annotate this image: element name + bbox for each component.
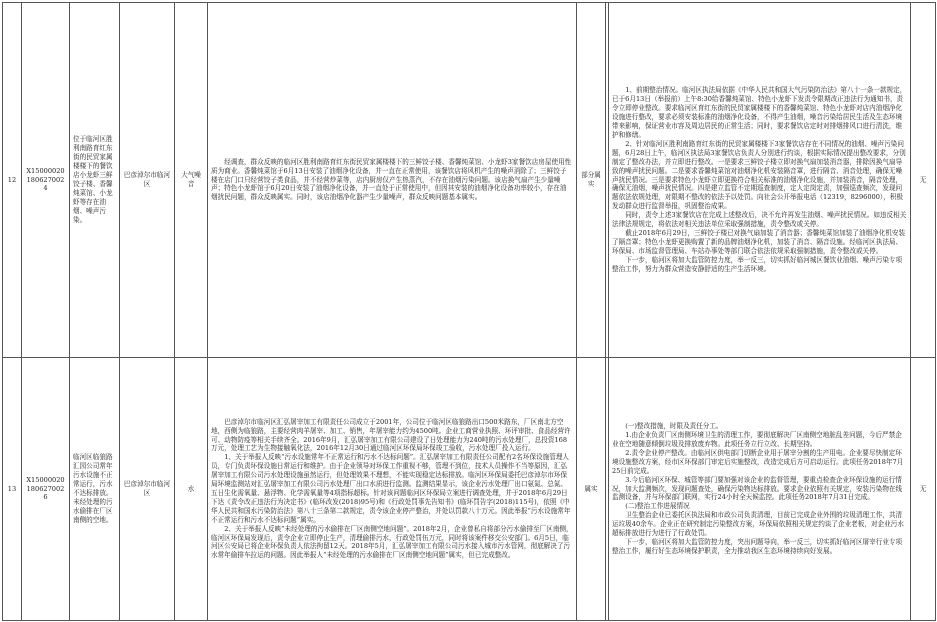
result-paragraph: (二)整治工作进展情况 (625, 502, 690, 511)
handling-result (609, 3, 911, 358)
result-paragraph: 1.由企业负责厂区南侧环境卫生的清理工作，要彻底解决厂区南侧空地脏乱差问题，今后严禁企业在空地随意倾倒垃圾及排放废弃物。此项任务立行立改、长期坚持。 (612, 431, 902, 449)
result-paragraph: 2、针对临河区胜利南路育红东街的民贸家属楼楼下3家餐饮店存在不同情况的油烟、噪声污染问题，6月28日上午，临河区执法局3家餐饮店负责人分别进行约谈，根据实际情况提出整改要求，分别制定了整改办法，并立即进行整改。一是要求三鲜饺子楼立即对换气扇加装消音器，排除因换气扇导致的噪声扰民问题。二是要求香馨炖菜馆对油烟净化机安装隔音罩，进行隔音、消音处理，确保无噪声扰民情况。三是要求特色小龙虾立即更换符合相关标准的油烟净化设施，并加装消音，隔音处理，确保无油烟，噪声扰民情况。四是建立监管不定期巡查制度，定人定岗定责，加强巡查频次，发现问题依法依规处理，对限期不整改的依法予以处罚。向社会公开举报电话（12319，8296000），积极发动群众进行监督举报，巩固整治成果。 (612, 139, 906, 211)
verification-paragraph: 1、关于举报人反映“污水设施常年不正常运行和污水不达标问题”。汇弘屠宰加工有限责任公司配有2名环保设施管理人员，专门负责环保设施日常运行和维护。由于企业领导对环保工作重视不够，管理不到位，技术人员操作不当等原因，汇弘屠宰加工有限公司污水处理设施虽然运行，但处理效果不理想，不能实现稳定达标排放。临河区环保局委托巴彦淖尔市环保局环境监测站对汇弘屠宰加工有限公司污水处理厂出口水质进行监测。监测结果显示，该企业污水处理厂出口氨氮、总氮、五日生化需氧量、悬浮物、化学需氧量等4项指标超标。针对该问题临河区环保局立案进行调查处理，并于2018年6月29日下达《责令改正违法行为决定书》(临环改发(2018)95号)和《行政处罚事先告知书》(临环罚告字(2018)115号)，依照《中华人民共和国水污染防治法》第八十三条第二款规定，责令该企业停产整治，并处以罚款八十万元。因此举报“污水设施常年不正常运行和污水不达标问题”属实。 (211, 453, 571, 524)
verification-text (208, 358, 577, 621)
result-paragraph: 1、前期整治情况。临河区执法局依据《中华人民共和国大气污染防治法》第八十一条一款规定，已于6月13日（举报前）上午8:30给香馨炖菜馆、特色小龙虾下发责令限期改正违法行为通知书，责令立即停业整改。要求临河区育红东街的民贸家属楼楼下的香馨炖菜馆、特色小龙虾对店内油烟净化设施进行整改，要求必须安装标准的油烟净化设备，不得产生油烟，噪音污染给居民生活及生态环境带来影响，保证营业市容及周边居民的正常生活；同时，要求餐饮店定时对排烟排风口进行清洗，维护和修缮。 (612, 86, 907, 140)
result-paragraph: 2.责令企业停产整改。由临河区供电部门切断企业用于屠宰分割的生产用电。企业要尽快制定环境设施整改方案，经市区环保部门审定后实施整改，改造完成后方可启动运行。此项任务2018年7月25日前完成。 (612, 448, 904, 475)
verification-paragraph: 2、关于举报人反映“未经处理的污水偷排在厂区南侧空地问题”。2018年2月，企业曾私自将部分污水偷排至厂区南侧，临河区环保局发现后，责令企业立即停止生产，清理偷排污水，行政处罚伍万元，同时将该案件移交公安部门。6月5日，临河区公安局已将企业环保负责人依法拘留12天。2018年5月，汇弘屠宰加工有限公司污水接入城市污水管网，彻底解决了污水常年偷排车拉运的问题。因此举报人“未经处理的污水偷排在厂区南侧空地问题”属实，但已完成整改。 (211, 524, 573, 560)
complaint-content: 位于临河区胜利南路育红东街的民贸家属楼楼下的餐饮店小龙虾三鲜饺子楼、香馨炖菜馆、小龙虾等存在油烟、噪声污染。 (70, 3, 120, 358)
verification-text (208, 3, 577, 358)
result-paragraph: 同时，责令上述3家餐饮店在完成上述整改后，决不允许再发生油烟、噪声扰民情况。如违反相关法律法规规定，将依法对相关违法单位采取强制措施，责令整改或关停。 (612, 211, 907, 229)
row-number: 12 (3, 3, 22, 358)
result-paragraph: 下一步，临河区将加大监管防控力度，举一反三，切实抓好临河城区餐饮业油烟、噪声污染专项整治工作，努力为群众营造安静舒适的生产生活环境。 (612, 255, 903, 273)
pollution-type: 水 (175, 358, 208, 621)
accountability: 无 (911, 3, 936, 358)
case-code-part1: X15000020 (26, 166, 65, 175)
result-paragraph: 卫生整治企业已委托区执法局和市政公司负责清理，目前已完成企业外围的垃圾清理工作，共清运垃圾40余车。企业正在研究制定污染整改方案，环保局依照相关规定约谈了企业老板，对企业污水超标排放进行为进行了行政处罚。 (612, 511, 904, 538)
case-code-part2: 1806270024 (26, 175, 65, 193)
case-code-part2: 1806270026 (26, 484, 65, 502)
complaint-table (2, 2, 936, 621)
row-number: 13 (3, 358, 22, 621)
case-code-part1: X15000020 (26, 475, 65, 484)
pollution-type: 大气噪音 (175, 3, 208, 358)
result-paragraph: 3.今后临河区环保、城管等部门要加强对该企业的监督管理，要重点检查企业环保设施的运行情况，加大监测频次，发现问题查处，确保污染物达标排放。要求企业依照有关规定，安装污染物在线监测设备，并与环保部门联网，实行24小时全天候监控。此项任务2018年7月31日完成。 (612, 475, 903, 502)
case-code (22, 358, 70, 621)
table-row (3, 358, 936, 621)
district: 巴彦淖尔市临河区 (120, 358, 175, 621)
district: 巴彦淖尔市临河区 (120, 3, 175, 358)
handling-result (609, 358, 911, 621)
result-paragraph: 截止2018年6月29日，三鲜饺子楼已对换气扇加装了消音器；香馨炖菜馆加装了油烟净化机安装了隔音罩；特色小龙虾更换购置了新的品牌油烟净化机，加装了消音、隔音设施。经临河区执法局、环保局、市场监督管理局、车站办事处等部门联合依法依规采取强制措施，责令整改或关停。 (612, 228, 906, 255)
accountability: 无 (911, 358, 936, 621)
result-paragraph: 下一步，临河区将加大监管防控力度，突出问题导向，举一反三，切实抓好临河区屠宰行业专项整治工作，履行好生态环境保护职责，全力推动我区生态环境持续向好发展。 (612, 537, 903, 555)
verdict: 属实 (577, 358, 606, 621)
table-row (3, 3, 936, 358)
result-paragraph: (一)整改措施，时限及责任分工。 (625, 422, 723, 431)
verdict: 部分属实 (577, 3, 606, 358)
complaint-content: 临河区临狼路汇园公司常年污水设施不正常运行，污水不达标排放。未经处理的污水偷排在厂区南侧的空地。 (70, 358, 120, 621)
case-code (22, 3, 70, 358)
verification-paragraph: 巴彦淖尔市临河区汇弘屠宰加工有限责任公司成立于2001年，公司位于临河区临狼路出口500米路东，厂区南北方空地，西侧为临狼路，主要经营肉羊屠宰、加工、销售，年屠宰能力约为4500吨。企业工商营业执照、环评审批、食品经营许可、动物防疫等相关手续齐全。2016年9月，汇弘屠宰加工有限公司建设了日处理能力为240吨的污水处理厂，总投资168万元，处理工艺为生物接触氧化法，2016年12月30日通过临河区环保局环保竣工验收，污水处理厂投入运行。 (211, 417, 571, 453)
verification-paragraph: 经调查，群众反映的临河区胜利南路育红东街民贸家属楼楼下的三鲜饺子楼、香馨炖菜馆、小龙虾3家餐饮店房屋使用性质为商业。香馨炖菜馆于6月13日安装了油烟净化设备，并一直在正常使用，该餐饮店将风机产生的噪声消除了；三鲜饺子楼在店门口只经营饺子类食品，并不经营炒菜等，店内厨房仅产生热蒸汽，不存在油烟污染问题。该店换气扇产生少量噪声；特色小龙虾馆于6月20日安装了油烟净化设备，并一直处于正常使用中，但因其安装的油烟净化设备功率较小，存在油烟扰民问题，群众反映属实。同时，该店油烟净化器产生少量噪声，群众反映问题基本属实。 (211, 157, 572, 202)
